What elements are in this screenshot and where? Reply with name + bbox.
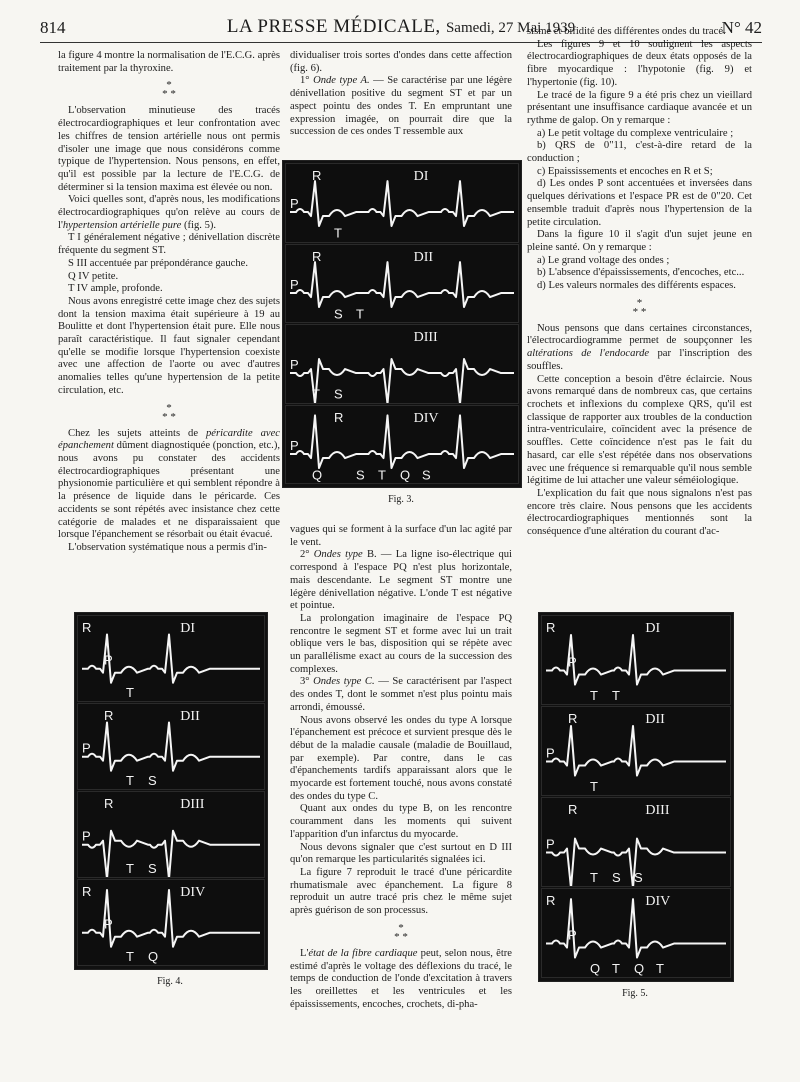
ecg-wave-label: S [612, 870, 621, 885]
ecg-wave-label: T [126, 949, 134, 964]
figure-3-caption: Fig. 3. [388, 494, 414, 505]
ecg-wave-label: P [290, 276, 299, 292]
ecg-lead-div [77, 879, 265, 966]
ecg-lead-label: DII [413, 249, 434, 265]
ecg-lead-diii [285, 324, 519, 404]
ecg-lead-label: DIV [180, 885, 206, 900]
paragraph: Chez les sujets atteints de péricardite avec épanchement dûment diagnostiquée (ponction, etc.), nous avons pu constater des accidents électrocardiographiques présentant une physionomie particulière et qui semblent répondre à la présence de liquide dans le péricarde. Ces accidents se sont répétés avec insistance chez cette catégorie de malades et ne disparaissaient que lorsque l'épanchement se résorbait ou était évacué. [58, 427, 280, 541]
paragraph: L'explication du fait que nous signalons n'est pas encore très claire. Nous pensons que les accidents électrocardiographiques mentionnés sont la conséquence d'une altération du courant d'ac- [527, 487, 752, 538]
paragraph: Le tracé de la figure 9 a été pris chez un vieillard présentant une insuffisance cardiaque avancée et un rythme de galop. On y remarque : [527, 89, 752, 126]
paragraph: Q IV petite. [68, 270, 119, 282]
ecg-lead-div [541, 888, 731, 978]
paragraph: 3° Ondes type C. — Se caractérisent par l'aspect des ondes T, dont le sommet n'est plus pointu mais arrondi, émoussé. [290, 676, 512, 713]
ecg-wave-label: T [378, 467, 386, 482]
ecg-lead-label: DIII [180, 797, 205, 812]
ecg-wave-label: Q [400, 467, 411, 482]
ecg-lead-label: DIII [645, 803, 670, 818]
paragraph: Quant aux ondes du type B, on les rencontre couramment dans les moments qui suivent l'apparition d'un infarctus du myocarde. [290, 803, 512, 840]
ecg-wave-label: S [148, 861, 157, 876]
ecg-wave-label: T [590, 870, 598, 885]
ecg-lead-dii [285, 244, 519, 324]
ecg-wave-label: S [334, 306, 343, 321]
paragraph: Nous avons enregistré cette image chez des sujets dont la tension maxima était supérieure à 19 au Boulitte et dont l'hypertension était pure. Elle nous paraît caractéristique. Il faut signaler cependant qu'elle se modifie lorsque l'hypertension coexiste avec une affection de l'aorte ou avec d'autres anomalies telles qu'une hypertension de la petite circulation, etc. [58, 295, 280, 396]
ecg-wave-label: R [82, 620, 92, 635]
ecg-lead-diii [541, 797, 731, 887]
issue-number: N° 42 [721, 18, 762, 37]
ecg-lead-label: DI [645, 621, 661, 636]
ecg-wave-label: T [312, 386, 320, 402]
ecg-lead-label: DI [413, 169, 429, 184]
ecg-wave-label: P [104, 916, 113, 932]
ecg-wave-label: R [334, 409, 344, 425]
page-number: 814 [40, 18, 66, 37]
ecg-wave-label: S [422, 467, 431, 482]
ecg-wave-label: T [590, 779, 598, 794]
paragraph: La prolongation imaginaire de l'espace PQ rencontre le segment ST et forme avec lui un trait oblique vers le bas, disposition qui se répète avec un parallélisme exact au cours de la succession des complexes. [290, 612, 512, 675]
ecg-wave-label: Q [312, 467, 323, 482]
ecg-wave-label: P [546, 836, 555, 852]
ecg-lead-diii [77, 791, 265, 878]
figure-5-ecg [538, 612, 734, 982]
paragraph: T IV ample, profonde. [68, 283, 163, 295]
column-3-top [527, 26, 752, 539]
paragraph: la figure 4 montre la normalisation de l'E.C.G. après traitement par la thyroxine. [58, 50, 280, 74]
ecg-wave-label: Q [634, 961, 645, 976]
ecg-wave-label: T [590, 688, 598, 703]
ecg-wave-label: R [568, 711, 578, 726]
paragraph: Voici quelles sont, d'après nous, les modifications électrocardiographiques qu'on relève au cours de l'hypertension artérielle pure (fig. 5). [58, 194, 280, 231]
column-2-top [290, 50, 512, 139]
paragraph: d) Les ondes P sont accentuées et inversées dans quelques dérivations et l'espace PR est de 0"20. Cet ensemble traduit d'après nous l'hypertension de la petite circulation. [527, 178, 752, 228]
ecg-wave-label: R [104, 708, 114, 723]
ecg-trace [290, 262, 514, 307]
ecg-lead-label: DIV [645, 894, 671, 909]
ecg-wave-label: R [82, 884, 92, 899]
ecg-wave-label: P [290, 437, 299, 453]
paragraph: a) Le petit voltage du complexe ventriculaire ; [537, 127, 734, 139]
ecg-trace [82, 722, 260, 770]
ecg-lead-label: DII [645, 712, 665, 727]
ecg-wave-label: T [126, 685, 134, 700]
ecg-wave-label: T [612, 688, 620, 703]
ecg-wave-label: S [334, 386, 343, 402]
issue-date: Samedi, 27 Mai 1939 [445, 20, 576, 36]
ecg-wave-label: P [546, 745, 555, 761]
paragraph: b) L'absence d'épaississements, d'encoches, etc... [537, 267, 745, 279]
ecg-wave-label: T [126, 773, 134, 788]
section-separator: * * * [394, 921, 408, 943]
paragraph: 2° Ondes type B. — La ligne iso-électrique qui correspond à l'espace PQ n'est plus horizontale, mais descendante. Le segment ST montre une légère dénivellation négative. L'onde T est négative et pointue. [290, 549, 512, 612]
column-2-middle [290, 524, 512, 1011]
paragraph: b) QRS de 0"11, c'est-à-dire retard de la conduction ; [527, 140, 752, 165]
ecg-wave-label: T [356, 306, 364, 321]
figure-4-ecg [74, 612, 268, 970]
ecg-lead-label: DII [180, 709, 200, 724]
ecg-trace [546, 726, 726, 776]
ecg-lead-di [77, 615, 265, 702]
paragraph: La figure 7 reproduit le tracé d'une péricardite rhumatismale avec épanchement. La figure 8 reproduit un autre tracé pris chez le même sujet après guérison de son processus. [290, 866, 512, 917]
ecg-wave-label: R [546, 893, 556, 908]
paragraph: Dans la figure 10 il s'agit d'un sujet jeune en pleine santé. On y remarque : [527, 229, 752, 253]
paragraph: 1° Onde type A. — Se caractérise par une légère dénivellation positive du segment ST et par un aspect pointu des ondes T. En empruntant une expression imagée, on pourrait dire que la succession de ces ondes T ressemble aux [290, 75, 512, 138]
ecg-lead-dii [541, 706, 731, 796]
ecg-lead-label: DI [180, 621, 196, 636]
ecg-wave-label: T [612, 961, 620, 976]
ecg-trace [290, 415, 514, 468]
figure-3-ecg [282, 160, 522, 488]
paragraph: T I généralement négative ; dénivellation discrète fréquente du segment ST. [58, 232, 280, 257]
paragraph: Nous devons signaler que c'est surtout en D III qu'on remarque les particularités signalées ici. [290, 841, 512, 866]
ecg-lead-label: DIV [413, 410, 439, 426]
figure-5-caption: Fig. 5. [622, 988, 648, 999]
ecg-wave-label: P [82, 740, 91, 756]
column-1-top [58, 50, 280, 555]
ecg-wave-label: R [568, 802, 578, 817]
paragraph: L'observation systématique nous a permis d'in- [68, 541, 267, 553]
ecg-trace [290, 359, 514, 402]
ecg-wave-label: P [290, 357, 299, 373]
section-separator: * * * [632, 296, 647, 318]
paragraph: Nous pensons que dans certaines circonstances, l'électrocardiogramme permet de soupçonner les altérations de l'endocarde par l'inscription des souffles. [527, 322, 752, 372]
ecg-wave-label: P [568, 654, 577, 670]
ecg-trace [290, 181, 514, 226]
ecg-wave-label: Q [148, 949, 159, 964]
ecg-wave-label: R [312, 248, 322, 264]
paragraph: vagues qui se forment à la surface d'un lac agité par le vent. [290, 524, 512, 548]
paragraph: Les figures 9 et 10 soulignent les aspects électrocardiographiques de deux états opposés de la fibre myocardique : l'hypotonie (fig. 9) et l'hypertonie (fig. 10). [527, 38, 752, 88]
ecg-lead-label: DIII [413, 330, 438, 345]
paragraph: L'observation minutieuse des tracés électrocardiographiques et leur confrontation avec les chiffres de tension artérielle nous ont permis d'isoler une image que nous considérons comme typique de l'hypertension. Nous pensons, en effet, qu'il est possible par la lecture de l'E.C.G. de déterminer si la tension maxima est élevée ou non. [58, 105, 280, 193]
ecg-lead-dii [77, 703, 265, 790]
ecg-wave-label: T [126, 861, 134, 876]
ecg-wave-label: S [148, 773, 157, 788]
ecg-wave-label: S [356, 467, 365, 482]
ecg-trace [82, 828, 260, 877]
ecg-wave-label: R [546, 620, 556, 635]
ecg-lead-di [541, 615, 731, 705]
ecg-wave-label: R [312, 168, 322, 183]
ecg-wave-label: S [634, 870, 643, 885]
paragraph: c) Epaississements et encoches en R et S; [537, 165, 713, 177]
figure-4-caption: Fig. 4. [157, 976, 183, 987]
section-separator: * * * [162, 401, 176, 423]
ecg-wave-label: T [334, 225, 342, 241]
ecg-wave-label: P [290, 196, 299, 212]
paragraph: dividualiser trois sortes d'ondes dans cette affection (fig. 6). [290, 50, 512, 74]
ecg-wave-label: Q [590, 961, 601, 976]
journal-name: LA PRESSE MÉDICALE, [226, 16, 441, 37]
ecg-wave-label: P [104, 652, 113, 668]
paragraph: Cette conception a besoin d'être éclaircie. Nous avons remarqué dans de nombreux cas, que certains crochets et inflexions du complexe QRS, qu'il est classique de rapporter aux troubles de la conduction intra-ventriculaire, coïncident avec la présence de souffles. Cette coïncidence n'est pas le fait du hasard, car elle s'est répétée dans nos observations avec une fréquence si remarquable qu'il nous semble légitime de lui attacher une valeur séméiologique. [527, 373, 752, 487]
paragraph: L'état de la fibre cardiaque peut, selon nous, être estimé d'après le voltage des déflexions du tracé, le temps de conduction de l'onde d'excitation à travers les oreillettes et les ventricules et les épaississements, encoches, crochets, di-pha- [290, 947, 512, 1010]
paragraph: sisme et bifidité des différentes ondes du tracé. [527, 26, 726, 37]
paragraph: Nous avons observé les ondes du type A lorsque l'épanchement est précoce et survient presque dès le début de la maladie causale (maladie de Bouillaud, par exemple). Par contre, dans le cas d'épanchements tardifs apparaissant alors que le myocarde est fortement touché, nous avons constaté des ondes du type C. [290, 714, 512, 802]
ecg-wave-label: R [104, 796, 114, 811]
ecg-wave-label: T [656, 961, 664, 976]
paragraph: S III accentuée par prépondérance gauche. [68, 257, 248, 269]
section-separator: * * * [162, 79, 176, 101]
ecg-wave-label: P [568, 927, 577, 943]
paragraph: a) Le grand voltage des ondes ; [537, 254, 670, 266]
paragraph: d) Les valeurs normales des différents espaces. [537, 280, 736, 292]
ecg-wave-label: P [82, 828, 91, 844]
ecg-lead-div [285, 405, 519, 485]
ecg-lead-di [285, 163, 519, 243]
